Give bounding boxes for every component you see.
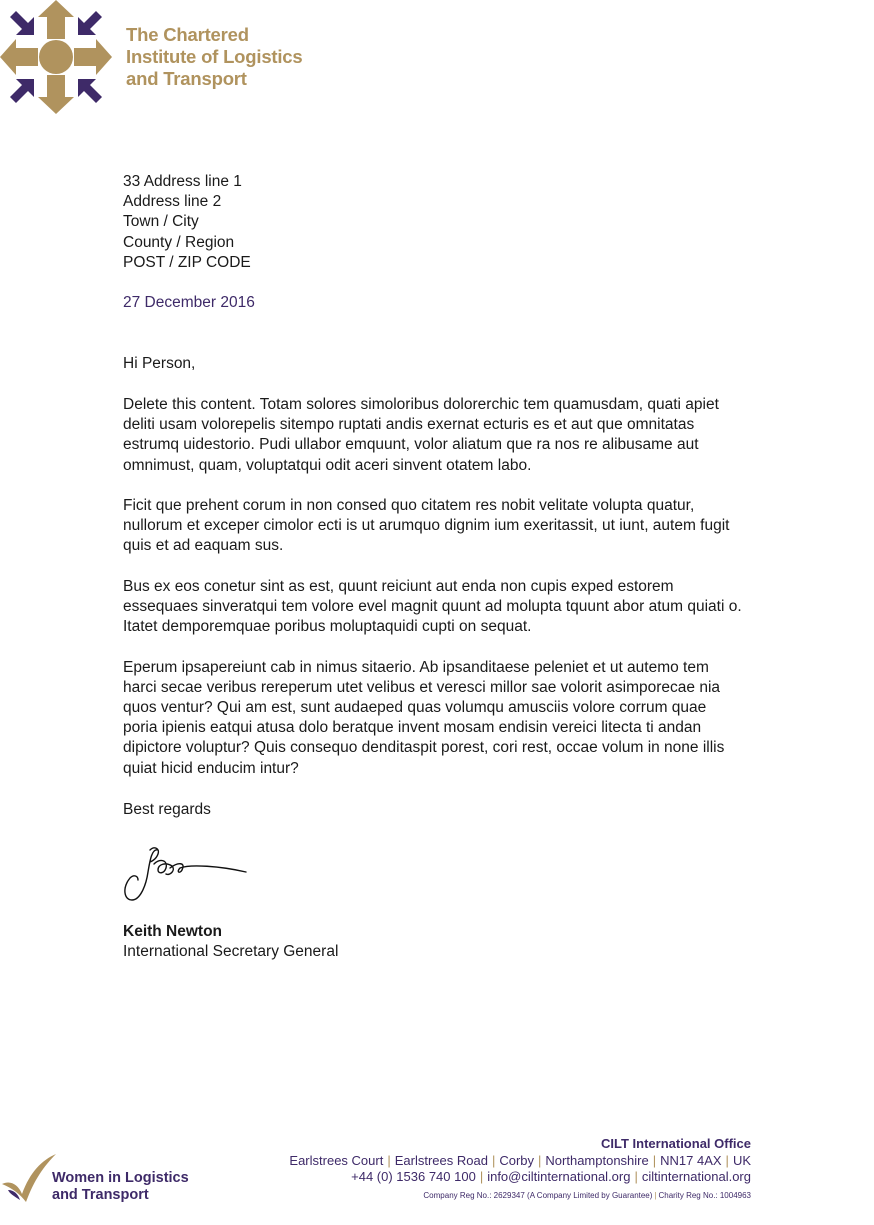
signer-title: International Secretary General [123,943,339,961]
address-part: UK [732,1152,751,1168]
wilt-name [52,1170,189,1204]
wilt-line: Women in Logistics [52,1170,189,1186]
separator: | [634,1169,638,1184]
email-link[interactable]: info@ciltinternational.org [487,1169,631,1184]
body-paragraph: Ficit que prehent corum in non consed quo citatem res nobit velitate volupta quatur, nullorum et exceper cimolor ecti is ut arumquo dignim ium exeritassit, ut iunt, autem fugit quis et ad eaquam sus. [123,497,730,555]
org-name-line: Institute of Logistics [126,46,303,67]
company-reg: Company Reg No.: 2629347 (A Company Limited by Guarantee) [423,1190,653,1200]
charity-reg: Charity Reg No.: 1004963 [658,1190,751,1200]
letter-date: 27 December 2016 [123,294,255,311]
separator: | [725,1152,729,1168]
office-details [289,1136,751,1203]
phone-number: +44 (0) 1536 740 100 [351,1169,476,1184]
separator: | [652,1152,657,1168]
address-line: 33 Address line 1 [123,173,242,190]
signer-block [123,922,743,962]
recipient-address [123,172,743,273]
address-part: NN17 4AX [660,1152,722,1168]
organisation-name [126,24,303,90]
website-link[interactable]: ciltinternational.org [641,1169,751,1184]
address-line: County / Region [123,233,235,251]
body-paragraph: Bus ex eos conetur sint as est, quunt reiciunt aut enda non cupis exped estorem essequaes sinveratqui tem volore evel magnit quunt ad molupta tquunt abor atum quiati o. Itatet demporemquae poribus moluptaquidi cupti on sequat. [123,577,742,636]
address-part: Northamptonshire [545,1152,649,1168]
address-part: Earlstrees Court [289,1152,384,1168]
org-name-line: The Chartered [126,24,249,45]
office-contact [289,1169,751,1186]
signer-name: Keith Newton [123,923,223,940]
separator: | [387,1152,391,1168]
separator: | [538,1152,542,1168]
handwritten-signature [120,840,252,906]
office-title: CILT International Office [601,1136,751,1151]
separator: | [491,1152,496,1168]
office-address [289,1153,751,1170]
org-name-line: and Transport [126,68,247,89]
body-paragraph: Delete this content. Totam solores simoloribus dolorerchic tem quamusdam, quati apiet deliti usam volorepelis sitempo ruptati andis exernat ecturis es et aut que omnitatas estrumq uidestorio. Pudi ullabor emquunt, volor aliatum que ra nos re alibusame aut omnimust, quam, voluptatqui odit aceri sinvent otatem labo. [123,396,719,474]
wilt-line: and Transport [52,1187,149,1203]
signoff: Best regards [123,801,211,818]
registration-info [289,1189,751,1203]
separator: | [654,1190,657,1200]
greeting: Hi Person, [123,355,196,372]
checkmark-swoosh-icon [0,1150,60,1206]
letter-body [123,395,743,799]
address-part: Earlstrees Road [394,1152,488,1168]
cilt-logo-icon [0,0,112,116]
address-part: Corby [499,1152,535,1168]
address-line: Address line 2 [123,193,222,211]
separator: | [479,1169,484,1184]
address-line: Town / City [123,213,199,231]
body-paragraph: Eperum ipsapereiunt cab in nimus sitaerio. Ab ipsanditaese peleniet et ut autemo tem harci secae veribus rereperum utet velibus et veresci millor sae volorit asimporecae nia quos ventur? Qui am est, sunt audaeped quas volumqu amusciis volore corrum quae poria ipienis eatqui atusa dolo beratque invent mosam endisin vereici litecta ti andan dipictore voluptur? Quis consequo denditaspit porest, cori rest, occae volum in none illis quiat hicid enducim intur? [123,658,725,777]
address-line: POST / ZIP CODE [123,253,251,271]
